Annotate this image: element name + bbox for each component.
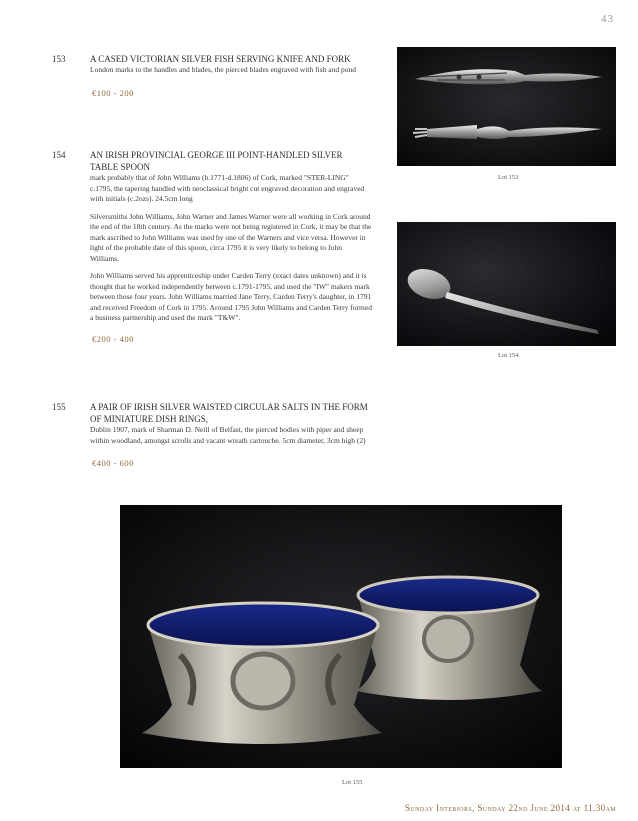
page-number: 43	[601, 13, 614, 25]
lot-description: London marks to the handles and blades, the pierced blades engraved with fish and pond	[90, 65, 356, 74]
lot-number: 153	[52, 54, 66, 64]
salts-photo	[120, 505, 562, 768]
page-footer: Sunday Interiors, Sunday 22nd June 2014 at 11.30am	[405, 803, 616, 813]
lot-title: A CASED VICTORIAN SILVER FISH SERVING KNIFE AND FORK	[90, 54, 351, 64]
lot-description: mark probably that of John Williams (b.1771-d.1806) of Cork, marked "STER-LING" c.1795, the tapering handled with neoclassical bright cut engraved decoration and engraved with initials (c.2ozs). 24.5cm long	[90, 173, 365, 203]
lot-number: 155	[52, 402, 66, 412]
photo-caption: Lot 155	[342, 779, 363, 786]
lot-note-paragraph: Silversmiths John Williams, John Warner and James Warner were all working in Cork around the end of the 18th century. As the marks were not being registered in Cork, it may be that the mark ascribed to John Williams was used by one of the Warners and vice versa. However in light of the probable date of this spoon, circa 1795 it is very likely to belong to John Williams.	[90, 211, 372, 263]
lot-entry-154	[90, 149, 372, 344]
lot-number: 154	[52, 150, 66, 160]
lot-description: Dublin 1907, mark of Sharman D. Neill of Belfast, the pierced bodies with piper and sheep within woodland, amongst scrolls and vacant wreath cartouche. 5cm diameter, 3cm high (2)	[90, 425, 366, 445]
lot-entry-155	[90, 401, 372, 468]
lot-estimate: €100 - 200	[92, 87, 134, 98]
photo-caption: Lot 153	[498, 174, 519, 181]
lot-estimate: €400 - 600	[92, 458, 134, 468]
lot-estimate: €200 - 400	[92, 333, 134, 344]
spoon-photo	[397, 222, 616, 346]
lot-note-paragraph: John Williams served his apprenticeship under Carden Terry (exact dates unknown) and it is thought that he worked independently between c.1791-1795, and used the "IW" makers mark between those four years. John Williams married Jane Terry, Carden Terry's daughter, in 1791 and received Freedom of Cork in 1795. Around 1795 John Williams and Carden Terry formed a business partnership and used the mark "T&W".	[90, 271, 372, 322]
lot-title: AN IRISH PROVINCIAL GEORGE III POINT-HANDLED SILVER TABLE SPOON	[90, 150, 343, 172]
fish-servers-photo	[397, 47, 616, 166]
lot-entry-153	[90, 53, 372, 98]
photo-caption: Lot 154	[498, 352, 519, 359]
lot-title: A PAIR OF IRISH SILVER WAISTED CIRCULAR SALTS IN THE FORM OF MINIATURE DISH RINGS,	[90, 402, 368, 424]
